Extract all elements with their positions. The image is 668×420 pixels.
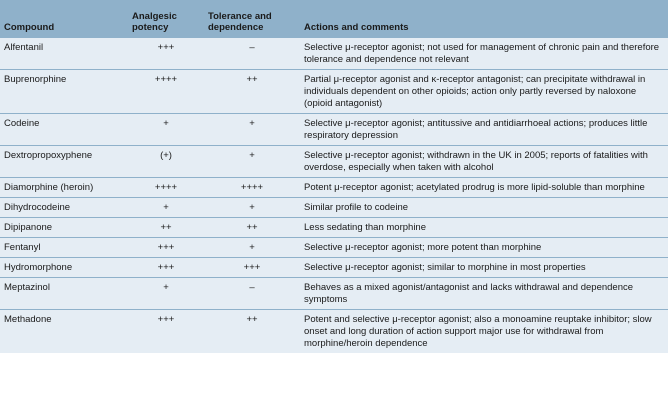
analgesic-potency-cell: +++	[157, 42, 175, 53]
table-row	[0, 218, 668, 238]
table-row	[0, 238, 668, 258]
compound-cell: Codeine	[0, 114, 128, 146]
compound-cell: Diamorphine (heroin)	[0, 178, 128, 198]
table-row	[0, 38, 668, 70]
tolerance-dependence-cell: +	[204, 146, 300, 178]
actions-comments-cell: Potent and selective μ-receptor agonist; also a monoamine reuptake inhibitor; slow onset and long duration of action support major use for withdrawal from morphine/heroin dependence	[300, 310, 668, 354]
table-row	[0, 146, 668, 178]
analgesic-potency-cell: +	[128, 278, 204, 310]
analgesic-potency-cell: ++	[128, 218, 204, 238]
compound-cell: Dihydrocodeine	[0, 198, 128, 218]
analgesic-potency-cell: +	[128, 114, 204, 146]
table-header	[0, 0, 668, 38]
analgesic-potency-cell: +++	[128, 238, 204, 258]
analgesic-potency-cell: (+)	[128, 146, 204, 178]
header-analgesic-potency: Analgesic potency	[132, 11, 177, 33]
actions-comments-cell: Similar profile to codeine	[300, 198, 668, 218]
table-row	[0, 178, 668, 198]
header-row	[0, 0, 668, 38]
tolerance-dependence-cell: –	[204, 278, 300, 310]
analgesic-potency-cell: ++++	[128, 178, 204, 198]
header-compound: Compound	[4, 22, 55, 33]
tolerance-dependence-cell: +	[204, 238, 300, 258]
actions-comments-cell: Behaves as a mixed agonist/antagonist and lacks withdrawal and dependence symptoms	[300, 278, 668, 310]
analgesic-potency-cell: +++	[128, 258, 204, 278]
analgesic-potency-cell: +++	[128, 310, 204, 354]
table-row	[0, 70, 668, 114]
tolerance-dependence-cell: ++	[204, 70, 300, 114]
actions-comments-cell: Partial μ-receptor agonist and κ-receptor antagonist; can precipitate withdrawal in individuals dependent on other opioids; action only partly reversed by naloxone (opioid antagonist)	[300, 70, 668, 114]
analgesic-potency-cell: +	[128, 198, 204, 218]
compound-cell: Meptazinol	[0, 278, 128, 310]
compound-cell: Buprenorphine	[0, 70, 128, 114]
actions-comments-cell: Potent μ-receptor agonist; acetylated prodrug is more lipid-soluble than morphine	[300, 178, 668, 198]
table-row	[0, 114, 668, 146]
actions-comments-cell: Selective μ-receptor agonist; more potent than morphine	[300, 238, 668, 258]
actions-comments-cell: Selective μ-receptor agonist; antitussive and antidiarrhoeal actions; produces little respiratory depression	[300, 114, 668, 146]
tolerance-dependence-cell: +	[204, 198, 300, 218]
table-row	[0, 258, 668, 278]
table-row	[0, 310, 668, 354]
compound-cell: Fentanyl	[0, 238, 128, 258]
compound-cell: Alfentanil	[4, 42, 44, 53]
header-actions-comments: Actions and comments	[304, 22, 409, 33]
compound-cell: Dipipanone	[0, 218, 128, 238]
table-row	[0, 278, 668, 310]
tolerance-dependence-cell: +	[204, 114, 300, 146]
actions-comments-cell: Selective μ-receptor agonist; not used for management of chronic pain and therefore tolerance and dependence not relevant	[304, 42, 660, 65]
tolerance-dependence-cell: ++	[204, 218, 300, 238]
tolerance-dependence-cell: –	[249, 42, 255, 53]
tolerance-dependence-cell: ++	[204, 310, 300, 354]
table-row	[0, 198, 668, 218]
compound-cell: Methadone	[0, 310, 128, 354]
analgesic-potency-cell: ++++	[128, 70, 204, 114]
tolerance-dependence-cell: ++++	[204, 178, 300, 198]
actions-comments-cell: Selective μ-receptor agonist; similar to morphine in most properties	[300, 258, 668, 278]
table-body	[0, 38, 668, 353]
actions-comments-cell: Less sedating than morphine	[300, 218, 668, 238]
tolerance-dependence-cell: +++	[204, 258, 300, 278]
header-tolerance-dependence: Tolerance and dependence	[208, 11, 272, 33]
compound-cell: Dextropropoxyphene	[0, 146, 128, 178]
compound-cell: Hydromorphone	[0, 258, 128, 278]
actions-comments-cell: Selective μ-receptor agonist; withdrawn in the UK in 2005; reports of fatalities with overdose, especially when taken with alcohol	[300, 146, 668, 178]
